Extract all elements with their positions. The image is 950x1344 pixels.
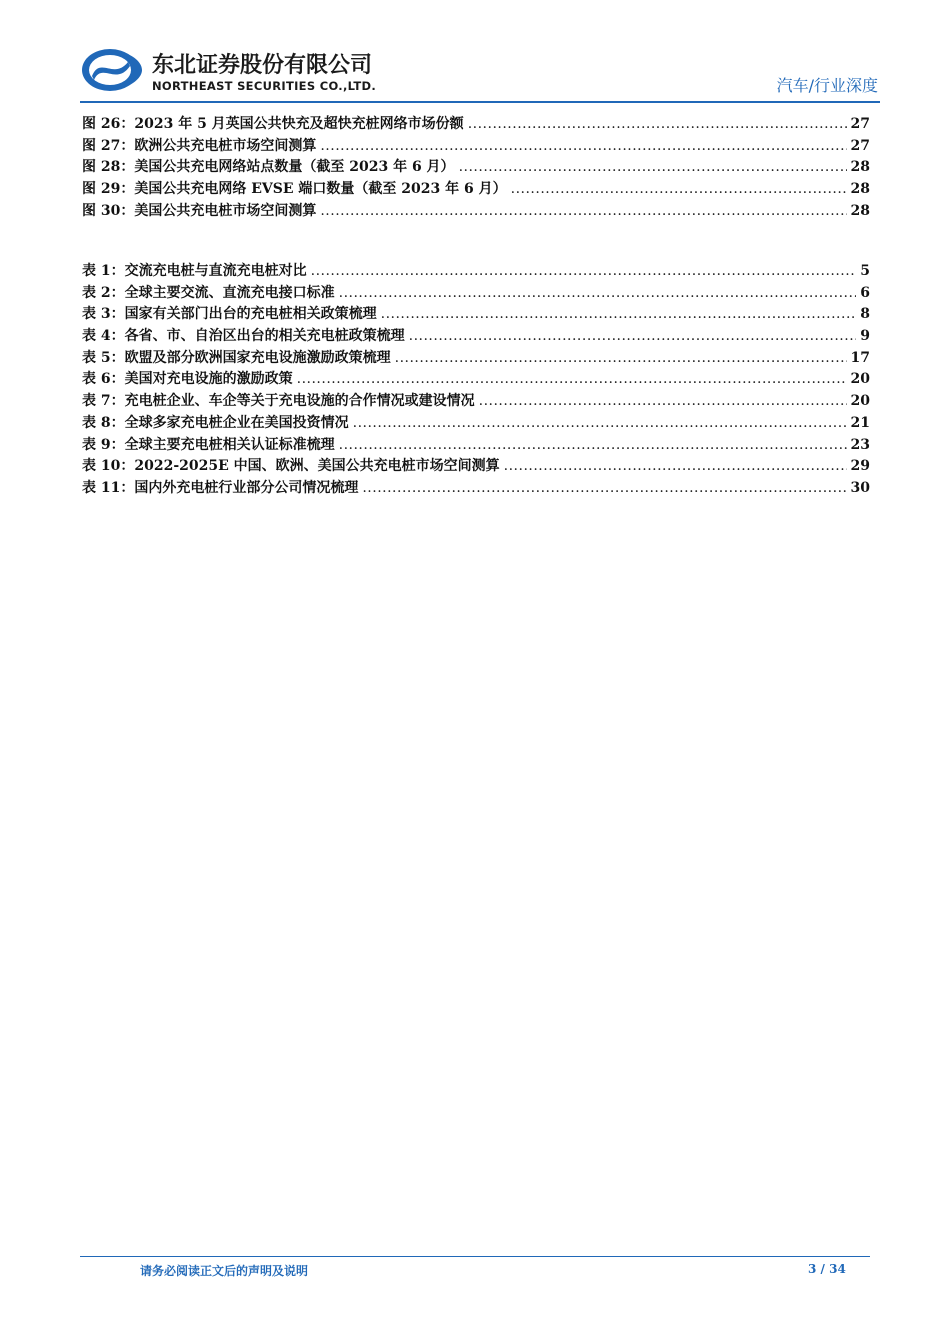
entry-label: 表 9：全球主要充电桩相关认证标准梳理 — [82, 436, 335, 453]
figure-entry[interactable] — [82, 156, 870, 178]
header-divider — [80, 101, 880, 103]
disclaimer-note: 请务必阅读正文后的声明及说明 — [140, 1264, 309, 1278]
section-tag: 汽车/行业深度 — [776, 76, 878, 95]
entry-page: 5 — [860, 263, 870, 279]
entry-label: 表 1：交流充电桩与直流充电桩对比 — [82, 263, 307, 279]
table-entry[interactable] — [82, 434, 870, 456]
entry-label: 图 27：欧洲公共充电桩市场空间测算 — [82, 137, 317, 154]
figure-list — [82, 113, 870, 221]
dot-leader — [311, 263, 857, 279]
entry-page: 21 — [850, 414, 870, 431]
page-number: 3 / 34 — [808, 1262, 846, 1276]
entry-page: 30 — [850, 479, 870, 496]
dot-leader — [320, 138, 846, 154]
dot-leader — [297, 371, 847, 387]
table-entry[interactable] — [82, 368, 870, 390]
entry-page: 27 — [850, 116, 870, 132]
table-entry[interactable] — [82, 390, 870, 412]
figure-entry[interactable] — [82, 135, 870, 157]
table-entry[interactable] — [82, 325, 870, 347]
entry-label: 表 7：充电桩企业、车企等关于充电设施的合作情况或建设情况 — [82, 393, 475, 410]
page-header — [80, 40, 880, 100]
dot-leader — [353, 415, 847, 431]
entry-label: 表 4：各省、市、自治区出台的相关充电桩政策梳理 — [82, 328, 405, 345]
dot-leader — [511, 181, 847, 197]
entry-label: 图 29：美国公共充电网络 EVSE 端口数量（截至 2023 年 6 月） — [82, 181, 507, 198]
entry-page: 20 — [850, 371, 870, 388]
dot-leader — [339, 285, 857, 301]
entry-page: 8 — [860, 306, 870, 323]
entry-label: 表 8：全球多家充电桩企业在美国投资情况 — [82, 414, 349, 431]
dot-leader — [339, 437, 847, 453]
dot-leader — [409, 328, 857, 344]
table-entry[interactable] — [82, 412, 870, 434]
entry-label: 表 3：国家有关部门出台的充电桩相关政策梳理 — [82, 306, 377, 323]
entry-page: 27 — [850, 137, 870, 154]
company-name-cn: 东北证券股份有限公司 — [152, 53, 373, 78]
table-list — [82, 260, 870, 499]
dot-leader — [362, 480, 846, 496]
entry-label: 图 26：2023 年 5 月英国公共快充及超快充桩网络市场份额 — [82, 116, 464, 132]
figure-entry[interactable] — [82, 178, 870, 200]
table-entry[interactable] — [82, 282, 870, 304]
entry-page: 17 — [850, 349, 870, 366]
entry-label: 图 30：美国公共充电桩市场空间测算 — [82, 202, 317, 219]
entry-label: 表 5：欧盟及部分欧洲国家充电设施激励政策梳理 — [82, 349, 391, 366]
dot-leader — [468, 116, 847, 132]
dot-leader — [381, 306, 857, 322]
entry-label: 表 11：国内外充电桩行业部分公司情况梳理 — [82, 479, 359, 496]
entry-page: 6 — [860, 284, 870, 301]
company-name-en: NORTHEAST SECURITIES CO.,LTD. — [152, 79, 376, 93]
table-entry[interactable] — [82, 455, 870, 477]
figure-entry[interactable] — [82, 200, 870, 222]
figure-entry[interactable] — [82, 113, 870, 135]
footer-divider — [80, 1256, 870, 1257]
table-entry[interactable] — [82, 303, 870, 325]
entry-page: 9 — [860, 328, 870, 345]
entry-page: 20 — [850, 393, 870, 410]
entry-page: 28 — [850, 181, 870, 198]
entry-label: 图 28：美国公共充电网络站点数量（截至 2023 年 6 月） — [82, 159, 455, 176]
table-entry[interactable] — [82, 477, 870, 499]
dot-leader — [395, 350, 847, 366]
dot-leader — [320, 203, 846, 219]
table-entry[interactable] — [82, 260, 870, 282]
entry-label: 表 2：全球主要交流、直流充电接口标准 — [82, 284, 335, 301]
entry-page: 28 — [850, 159, 870, 176]
dot-leader — [504, 458, 847, 474]
dot-leader — [459, 159, 847, 175]
company-logo-icon — [80, 46, 144, 94]
entry-page: 28 — [850, 202, 870, 219]
entry-page: 23 — [850, 436, 870, 453]
entry-label: 表 10：2022-2025E 中国、欧洲、美国公共充电桩市场空间测算 — [82, 458, 500, 475]
entry-page: 29 — [850, 458, 870, 475]
dot-leader — [479, 393, 847, 409]
entry-label: 表 6：美国对充电设施的激励政策 — [82, 371, 293, 388]
table-entry[interactable] — [82, 347, 870, 369]
